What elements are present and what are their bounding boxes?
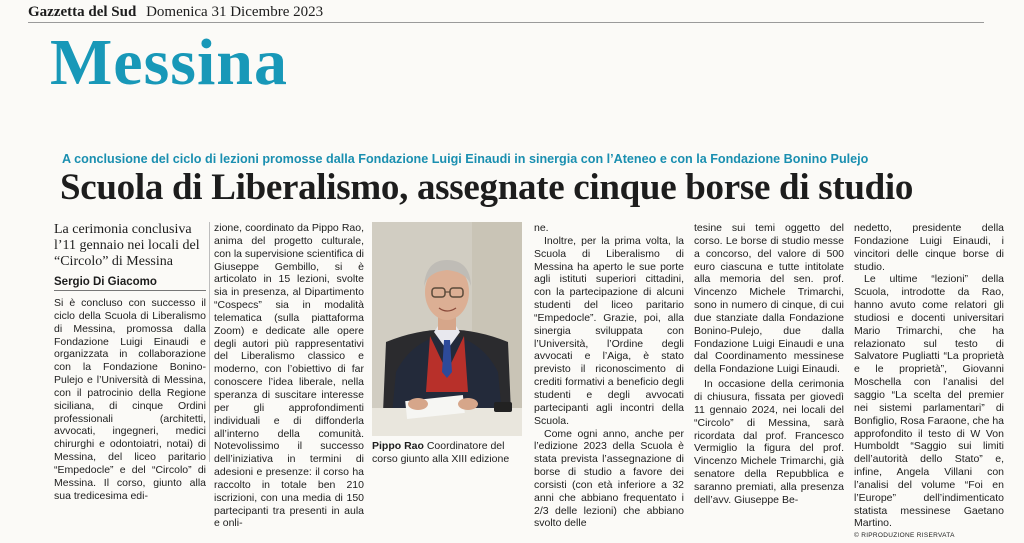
masthead-divider xyxy=(28,22,984,23)
issue-date: Domenica 31 Dicembre 2023 xyxy=(146,4,324,20)
caption-name: Pippo Rao xyxy=(372,440,424,452)
copyright-notice: © RIPRODUZIONE RISERVATA xyxy=(854,532,955,540)
paragraph: tesine sui temi oggetto del corso. Le borse di studio messe a concorso, del valore di 500 euro ciascuna e tutte intitolate alla memoria del sen. prof. Vincenzo Michele Trimarchi, sono in numero di cinque, di cui due stanziate dalla Fondazione Bonino-Pulejo, due dalla Fondazione Luigi Einaudi e una dal Coordinamento messinese della Fondazione Luigi Einaudi. xyxy=(694,222,844,376)
article-column-1 xyxy=(54,297,206,503)
paragraph: Come ogni anno, anche per l’edizione 2023 della Scuola è stata prevista l’assegnazione di borse di studio a favore dei corsisti (con età inferiore a 32 anni che abbiano frequentato i 2/3 delle lezioni) che abbiano svolto delle xyxy=(534,427,684,530)
article-column-4 xyxy=(694,222,844,507)
caption-text: Coordinatore del corso giunto alla XIII edizione xyxy=(372,440,510,465)
paragraph: zione, coordinato da Pippo Rao, anima del progetto culturale, con la supervisione scientifica di Giuseppe Gembillo, si è articolato in 15 lezioni, svolte sia in presenza, al Dipartimento “Cospecs” sia in modalità telematica (sulla piattaforma Zoom) e dedicate alle opere degli autori più rappresentativi del Liberalismo classico e moderno, con l’obiettivo di far conoscere l’idea liberale, nella speranza di suscitare interesse per gli approfondimenti individuali e di diffonderla all’interno della comunità. Notevolissimo il successo dell’iniziativa in termini di adesioni e presenze: il corso ha raccolto in totale ben 210 iscrizioni, con una media di 150 partecipanti tra presenti in aula e onli- xyxy=(214,222,364,530)
article-kicker: A conclusione del ciclo di lezioni promosse dalla Fondazione Luigi Einaudi in sinergia con l’Ateneo e con la Fondazione Bonino Pulejo xyxy=(62,152,869,166)
article-column-3 xyxy=(534,222,684,530)
portrait-illustration xyxy=(372,222,522,436)
byline-divider xyxy=(54,290,206,291)
section-title: Messina xyxy=(50,26,288,99)
newspaper-name: Gazzetta del Sud xyxy=(28,4,137,20)
masthead xyxy=(28,4,323,21)
paragraph: Inoltre, per la prima volta, la Scuola di Liberalismo di Messina ha aperto le sue porte agli istituti superiori cittadini, con la partecipazione di alcuni studenti del liceo paritario “Empedocle”. Grazie, poi, alla sinergia sviluppata con l’Università, l’Ordine degli avvocati e l’Aiga, è stato previsto il riconoscimento di crediti formativi a beneficio degli studenti e degli avvocati partecipanti agli incontri della Scuola. xyxy=(534,234,684,427)
paragraph: Si è concluso con successo il ciclo della Scuola di Liberalismo di Messina, promossa dalla Fondazione Luigi Einaudi e organizzata in collaborazione con la Fondazione Bonino-Pulejo e l’Università di Messina, con il patrocinio della Regione siciliana, di cinque Ordini professionali (architetti, avvocati, ingegneri, medici chirurghi e odontoiatri, notai) di Messina, del liceo paritario “Empedocle” e del “Circolo” di Messina. Il corso, giunto alla sua tredicesima edi- xyxy=(54,297,206,502)
article-column-2 xyxy=(214,222,364,530)
article-headline: Scuola di Liberalismo, assegnate cinque borse di studio xyxy=(60,167,914,208)
paragraph: In occasione della cerimonia di chiusura, fissata per giovedì 11 gennaio 2024, nei locali del “Circolo” di Messina, sarà ricordata dal prof. Francesco Vermiglio la figura del prof. Vincenzo Michele Trimarchi, già senatore della Repubblica e saranno premiati, alla presenza dell’avv. Giuseppe Be- xyxy=(694,378,844,506)
article-column-5 xyxy=(854,222,1004,543)
photo-caption xyxy=(372,440,524,465)
paragraph: ne. xyxy=(534,222,549,234)
portrait-photo xyxy=(372,222,522,436)
byline: Sergio Di Giacomo xyxy=(54,276,157,288)
column-divider xyxy=(209,222,210,462)
article-subtitle: La cerimonia conclusiva l’11 gennaio nei locali del “Circolo” di Messina xyxy=(54,222,200,269)
paragraph: Le ultime “lezioni” della Scuola, introdotte da Rao, hanno avuto come relatori gli studiosi e docenti universitari Mario Trimarchi, che ha relazionato sul testo di Salvatore Pugliatti “La proprietà e le proprietà”, Giovanni Moschella con l’analisi del saggio “La scelta del premier nei sistemi parlamentari” di Bonfiglio, Rosa Faraone, che ha approfondito il testo di W Von Humboldt “Saggio sui limiti dell’autorità dello Stato” e, infine, Angela Villani con l’analisi del volume “Foi en l’Europe” dell’indimenticato statista messinese Gaetano Martino. xyxy=(854,273,1005,530)
paragraph: nedetto, presidente della Fondazione Luigi Einaudi, i vincitori delle cinque borse di studio. xyxy=(854,222,1004,273)
